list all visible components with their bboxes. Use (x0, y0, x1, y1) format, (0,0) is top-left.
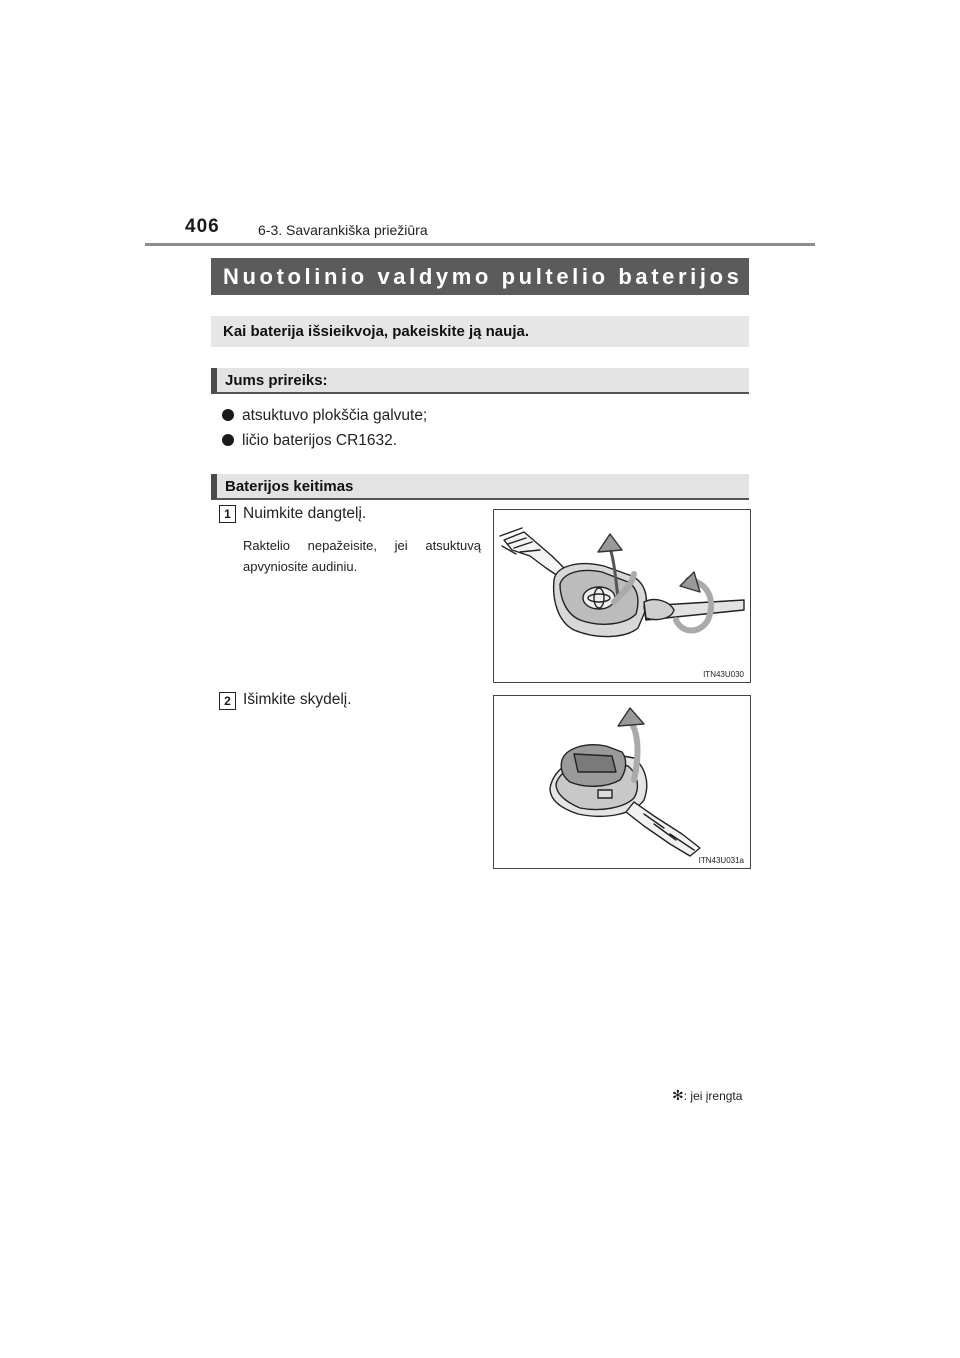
key-illustration-1 (494, 510, 750, 682)
needs-item (222, 407, 427, 425)
chapter-title: 6-3. Savarankiška priežiūra (258, 222, 428, 238)
step-number: 1 (219, 505, 236, 523)
key-illustration-2 (494, 696, 750, 868)
figure-code: ITN43U031a (698, 856, 744, 865)
step-instruction: Išimkite skydelį. (243, 691, 352, 708)
step-note (243, 535, 481, 577)
needs-item-text: atsuktuvo plokščia galvute; (242, 407, 428, 424)
panel-removal-figure (493, 695, 751, 869)
section-title: Nuotolinio valdymo pultelio baterijos (211, 258, 749, 295)
intro-note: Kai baterija išsieikvoja, pakeiskite ją nauja. (211, 316, 749, 347)
key-cover-removal-figure (493, 509, 751, 683)
footnote (672, 1087, 742, 1104)
bullet-icon (222, 409, 234, 421)
needs-heading: Jums prireiks: (211, 368, 749, 394)
step-number: 2 (219, 692, 236, 710)
replacement-heading: Baterijos keitimas (211, 474, 749, 500)
header-divider (145, 243, 815, 246)
step-note-line: apvyniosite audiniu. (243, 559, 358, 574)
figure-code: ITN43U030 (703, 670, 744, 679)
step-instruction: Nuimkite dangtelį. (243, 505, 367, 522)
page-number: 406 (185, 216, 220, 237)
needs-item (222, 432, 397, 450)
bullet-icon (222, 434, 234, 446)
needs-item-text: ličio baterijos CR1632. (242, 432, 398, 449)
footnote-text: : jei įrengta (683, 1089, 743, 1103)
asterisk-icon: ✻ (672, 1087, 684, 1103)
step-note-line: Raktelio nepažeisite, jei atsuktuvą (243, 538, 481, 553)
